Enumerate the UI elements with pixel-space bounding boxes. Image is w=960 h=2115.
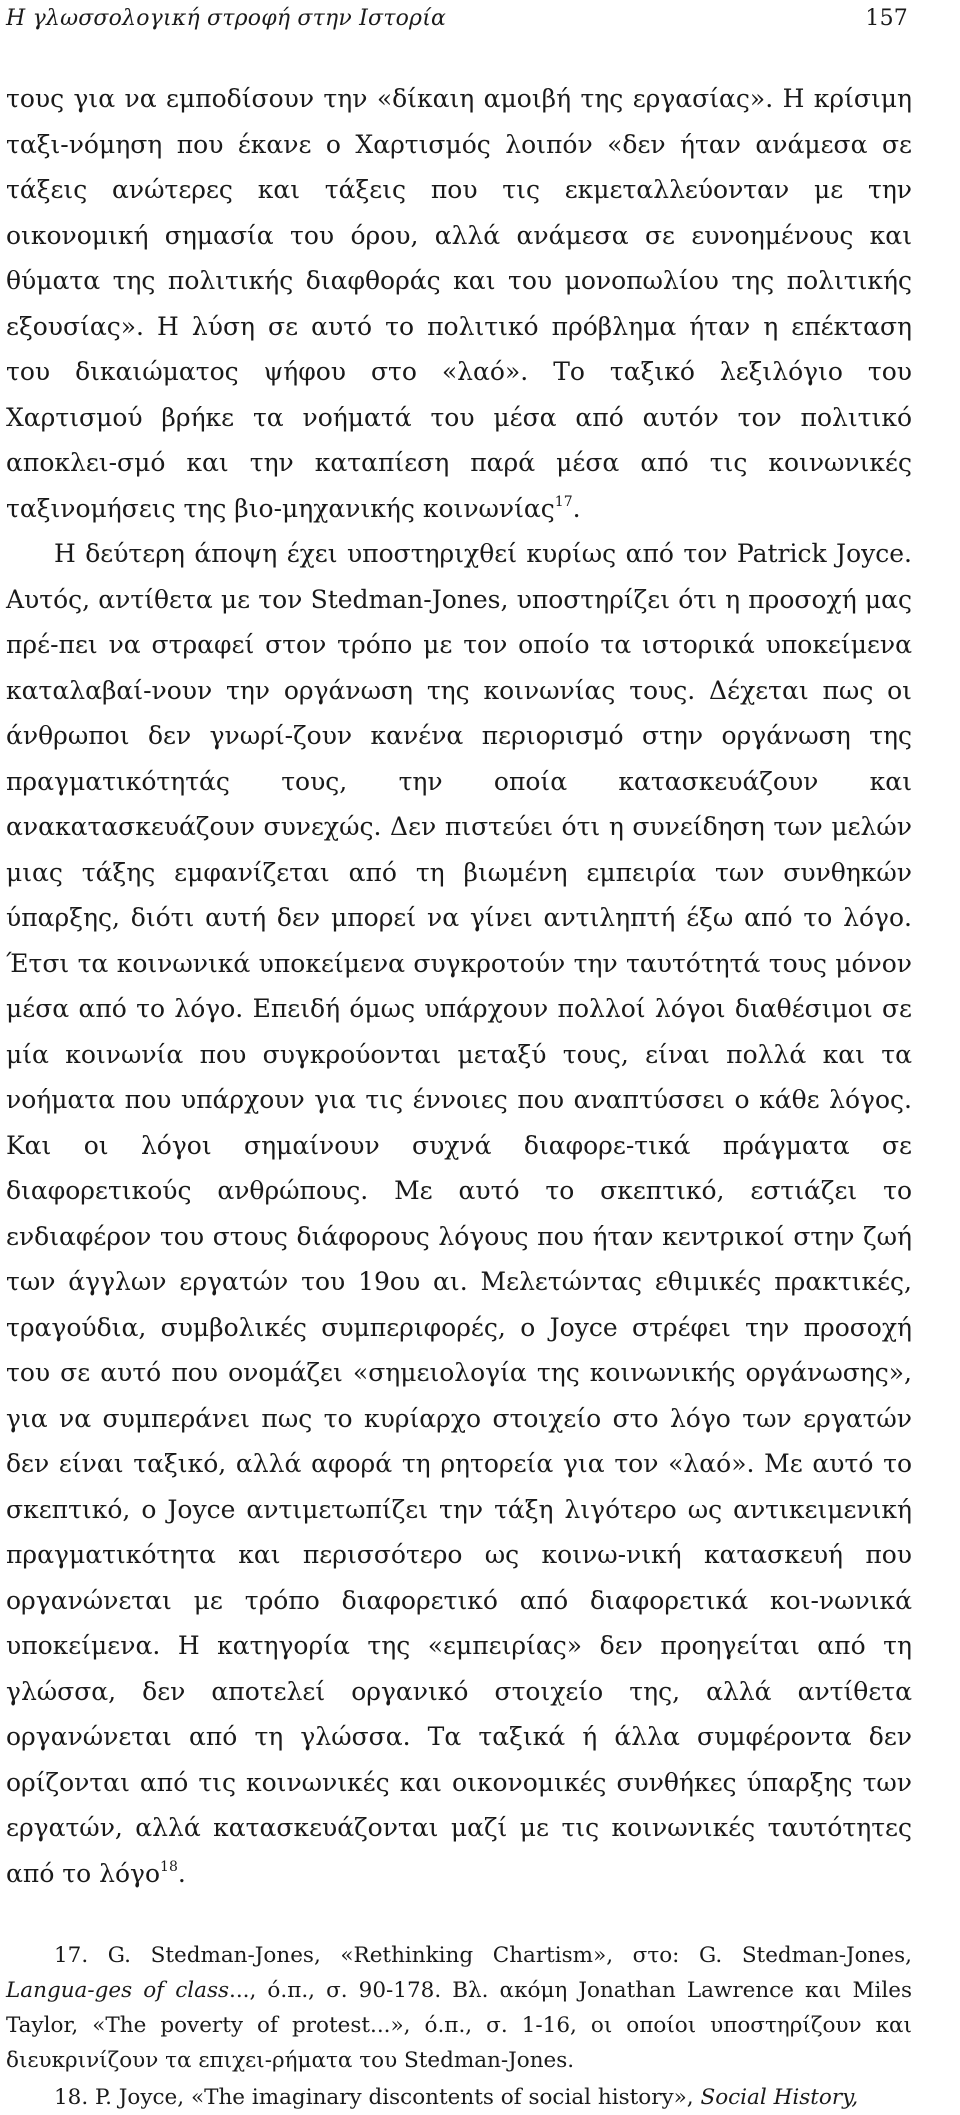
footnote-18-title: Social History, [700,2085,859,2110]
footnote-17-text-b: ..., ό.π., σ. 90-178. Βλ. ακόμη Jonathan Lawrence και Miles Taylor, «The poverty of protest...», ό.π., σ. 1-16, οι οποίοι υποστηρίζουν και διευκρινίζουν τα επιχει-ρήματα του Stedman-Jones. [6,1978,913,2073]
footnote-ref-17[interactable]: 17 [554,493,573,510]
paragraph-2-text: Η δεύτερη άποψη έχει υποστηριχθεί κυρίως από τον Patrick Joyce. Αυτός, αντίθετα με τον Stedman-Jones, υποστηρίζει ότι η προσοχή μας πρέ-πει να στραφεί στον τρόπο με τον οποίο τα ιστορικά υποκείμενα καταλαβαί-νουν την οργάνωση της κοινωνίας τους. Δέχεται πως οι άνθρωποι δεν γνωρί-ζουν κανένα περιορισμό στην οργάνωση της πραγματικότητάς τους, την οποία κατασκευάζουν και ανακατασκευάζουν συνεχώς. Δεν πιστεύει ότι η συνείδηση των μελών μιας τάξης εμφανίζεται από τη βιωμένη εμπειρία των συνθηκών ύπαρξης, διότι αυτή δεν μπορεί να γίνει αντιληπτή έξω από το λόγο. Έτσι τα κοινωνικά υποκείμενα συγκροτούν την ταυτότητά τους μόνον μέσα από το λόγο. Επειδή όμως υπάρχουν πολλοί λόγοι διαθέσιμοι σε μία κοινωνία που συγκρούονται μεταξύ τους, είναι πολλά και τα νοήματα που υπάρχουν για τις έννοιες που αναπτύσσει ο κάθε λόγος. Και οι λόγοι σημαίνουν συχνά διαφορε-τικά πράγματα σε διαφορετικούς ανθρώπους. Με αυτό το σκεπτικό, εστιάζει το ενδιαφέρον του στους διάφορους λόγους που ήταν κεντρικοί στην ζωή των άγγλων εργατών του 19ου αι. Μελετώντας εθιμικές πρακτικές, τραγούδια, συμβολικές συμπεριφορές, ο Joyce στρέφει την προσοχή του σε αυτό που ονομάζει «σημειολογία της κοινωνικής οργάνωσης», για να συμπεράνει πως το κυρίαρχο στοιχείο στο λόγο των εργατών δεν είναι ταξικό, αλλά αφορά τη ρητορεία για τον «λαό». Με αυτό το σκεπτικό, ο Joyce αντιμετωπίζει την τάξη λιγότερο ως αντικειμενική πραγματικότητα και περισσότερο ως κοινω-νική κατασκευή που οργανώνεται με τρόπο διαφορετικό από διαφορετικά κοι-νωνικά υποκείμενα. Η κατηγορία της «εμπειρίας» δεν προηγείται από τη γλώσσα, δεν αποτελεί οργανικό στοιχείο της, αλλά αντίθετα οργανώνεται από τη γλώσσα. Τα ταξικά ή άλλα συμφέροντα δεν ορίζονται από τις κοινωνικές και οικονομικές συνθήκες ύπαρξης των εργατών, αλλά κατασκευάζονται μαζί με τις κοινωνικές ταυτότητες από το λόγο [6,539,912,1888]
footnote-ref-18[interactable]: 18 [160,1858,178,1875]
main-text [6,76,912,1896]
paragraph-2-end: . [177,1858,186,1888]
footnote-17-text-a: 17. G. Stedman-Jones, «Rethinking Chartism», στο: G. Stedman-Jones, [54,1943,912,1968]
paragraph-2 [6,531,912,1896]
running-title: Η γλωσσολογική στροφή στην Ιστορία [6,6,447,31]
footnotes [6,1938,912,2115]
running-head [6,0,912,34]
paragraph-1 [6,76,912,531]
footnote-18-text-a: 18. P. Joyce, «The imaginary discontents of social history», [54,2085,701,2110]
footnote-17 [6,1938,912,2078]
paragraph-1-end: . [572,493,581,523]
paragraph-1-text: τους για να εμποδίσουν την «δίκαιη αμοιβή της εργασίας». Η κρίσιμη ταξι-νόμηση που έκανε ο Χαρτισμός λοιπόν «δεν ήταν ανάμεσα σε τάξεις ανώτερες και τάξεις που τις εκμεταλλεύονταν με την οικονομική σημασία του όρου, αλλά ανάμεσα σε ευνοημένους και θύματα της πολιτικής διαφθοράς και του μονοπωλίου της πολιτικής εξουσίας». Η λύση σε αυτό το πολιτικό πρόβλημα ήταν η επέκταση του δικαιώματος ψήφου στο «λαό». Το ταξικό λεξιλόγιο του Χαρτισμού βρήκε τα νοήματά του μέσα από αυτόν τον πολιτικό αποκλει-σμό και την καταπίεση παρά μέσα από τις κοινωνικές ταξινομήσεις της βιο-μηχανικής κοινωνίας [6,84,912,523]
page-number: 157 [865,6,908,31]
footnote-17-title: Langua-ges of class [6,1978,230,2003]
footnote-18 [6,2080,912,2115]
